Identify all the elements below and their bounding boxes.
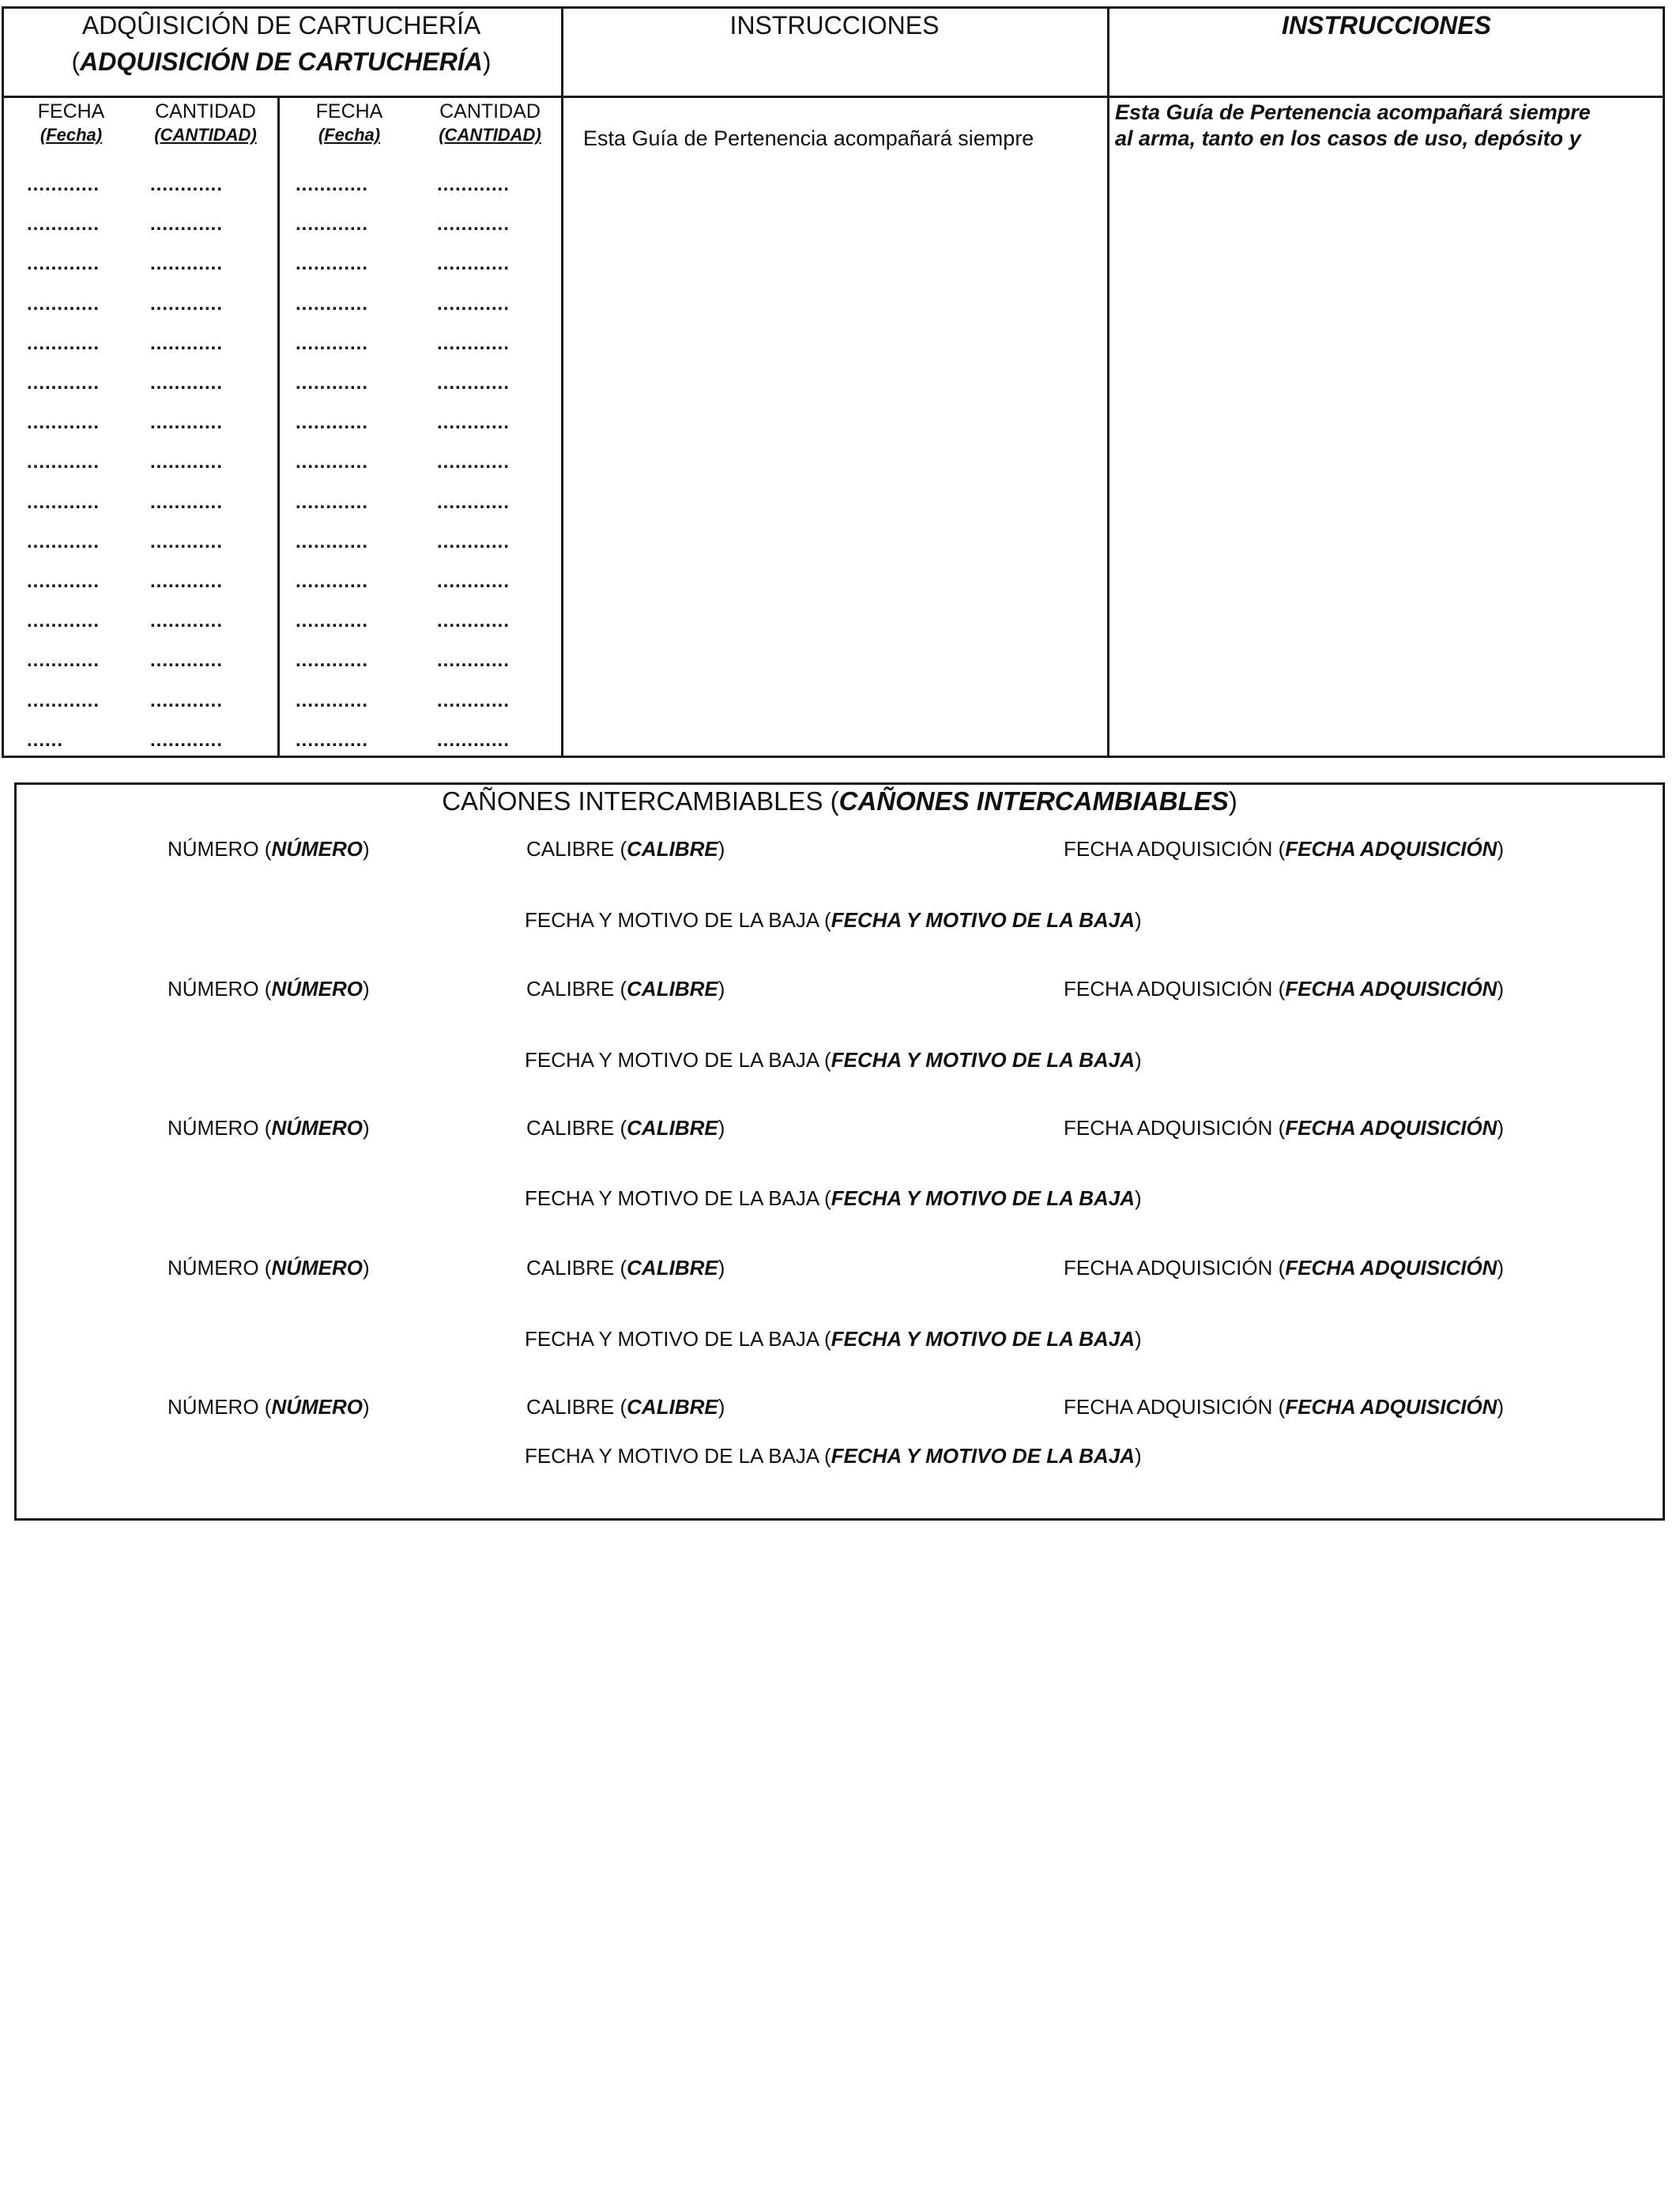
- dotted-entry-field: ............: [296, 412, 369, 434]
- dotted-entry-field: ............: [150, 491, 224, 513]
- calibre-field-label-close: ): [718, 977, 725, 1001]
- numero-field-label-italic: NÚMERO: [271, 1256, 363, 1280]
- dotted-entry-field: ............: [296, 650, 369, 672]
- dotted-entry-field: ............: [296, 689, 369, 711]
- dotted-entry-field: ............: [437, 729, 510, 751]
- fecha-adquisicion-field-label: FECHA ADQUISICIÓN (: [1064, 1116, 1286, 1140]
- fecha-adquisicion-field-label: FECHA ADQUISICIÓN (: [1064, 837, 1286, 861]
- numero-field-label-italic: NÚMERO: [271, 1116, 363, 1140]
- numero-field-label: NÚMERO (: [168, 1395, 272, 1419]
- fecha-adquisicion-field-label-close: ): [1497, 1395, 1505, 1419]
- calibre-field-label: CALIBRE (: [526, 1116, 627, 1140]
- dotted-entry-field: ............: [27, 650, 100, 672]
- numero-field-label-italic: NÚMERO: [271, 977, 363, 1001]
- col-header-fecha-1: [16, 100, 126, 147]
- fecha-motivo-baja-field-label-italic: FECHA Y MOTIVO DE LA BAJA: [831, 1327, 1135, 1351]
- dotted-entry-field: ............: [150, 332, 224, 354]
- cartucheria-subtitle: [3, 46, 559, 77]
- calibre-field-label-italic: CALIBRE: [627, 837, 718, 861]
- dotted-entry-field: ............: [150, 412, 224, 434]
- numero-field: [168, 1255, 370, 1280]
- fecha-adquisicion-field: [1064, 1394, 1504, 1419]
- instrucciones-italic-line-2: al arma, tanto en los casos de uso, depósito y: [1115, 126, 1581, 150]
- canones-title-plain: CAÑONES INTERCAMBIABLES (: [442, 786, 839, 816]
- fecha-motivo-baja-field-label: FECHA Y MOTIVO DE LA BAJA (: [525, 1048, 831, 1072]
- fecha-motivo-baja-field-label-close: ): [1134, 1048, 1142, 1072]
- numero-field-label-close: ): [363, 1256, 370, 1280]
- fecha-adquisicion-field-label-close: ): [1497, 837, 1505, 861]
- dotted-entry-field: ............: [150, 530, 224, 552]
- dotted-entry-field: ......: [27, 729, 64, 751]
- dotted-entry-field: ............: [27, 412, 100, 434]
- fecha-adquisicion-field-label-close: ): [1497, 977, 1505, 1001]
- dotted-entry-field: ............: [437, 213, 510, 236]
- dotted-entry-field: ............: [437, 372, 510, 394]
- dotted-entry-field: ............: [27, 491, 100, 513]
- calibre-field-label-italic: CALIBRE: [627, 1256, 718, 1280]
- numero-field-label-italic: NÚMERO: [271, 837, 363, 861]
- instrucciones-italic-title: [1109, 9, 1663, 41]
- dotted-entry-field: ............: [437, 689, 510, 711]
- col-label: CANTIDAD: [439, 100, 541, 123]
- col-sub: (CANTIDAD): [154, 125, 257, 145]
- dotted-entry-field: ............: [27, 610, 100, 632]
- fecha-motivo-baja-field-label-close: ): [1134, 1444, 1142, 1468]
- dotted-entry-field: ............: [437, 610, 510, 632]
- numero-field-label: NÚMERO (: [168, 1116, 272, 1140]
- dotted-entry-field: ............: [27, 213, 100, 236]
- dotted-entry-field: ............: [296, 372, 369, 394]
- dotted-entry-field: ............: [150, 451, 224, 473]
- numero-field-label-close: ): [363, 1116, 370, 1140]
- fecha-adquisicion-field: [1064, 1115, 1504, 1140]
- numero-field: [168, 836, 370, 861]
- dotted-entry-field: ............: [437, 253, 510, 275]
- fecha-motivo-baja-field-label-italic: FECHA Y MOTIVO DE LA BAJA: [831, 1444, 1135, 1468]
- dotted-entry-field: ............: [27, 372, 100, 394]
- col-label: FECHA: [37, 100, 105, 123]
- col-header-cantidad-1: [142, 100, 269, 147]
- divider-col-pairs: [277, 96, 280, 758]
- col-sub: (CANTIDAD): [439, 125, 541, 145]
- dotted-entry-field: ............: [150, 729, 224, 751]
- numero-field: [168, 1115, 370, 1140]
- dotted-entry-field: ............: [437, 491, 510, 513]
- dotted-entry-field: ............: [296, 174, 369, 195]
- dotted-entry-field: ............: [150, 292, 224, 315]
- cartucheria-subtitle-italic: ADQUISICIÓN DE CARTUCHERÍA: [80, 47, 483, 76]
- fecha-motivo-baja-field-label-close: ): [1134, 1186, 1142, 1210]
- dotted-entry-field: ............: [27, 689, 100, 711]
- calibre-field-label-close: ): [718, 1116, 725, 1140]
- numero-field-label-italic: NÚMERO: [271, 1395, 363, 1419]
- fecha-motivo-baja-field: [525, 1326, 1142, 1351]
- divider-instr-instr: [1107, 6, 1109, 758]
- fecha-motivo-baja-field: [525, 1443, 1142, 1468]
- calibre-field-label-close: ): [718, 837, 725, 861]
- cartucheria-title-text: ADQÛISICIÓN DE CARTUCHERÍA: [81, 11, 481, 40]
- fecha-adquisicion-field-label: FECHA ADQUISICIÓN (: [1064, 1395, 1286, 1419]
- calibre-field: [526, 836, 725, 861]
- dotted-entry-field: ............: [296, 451, 369, 473]
- numero-field-label-close: ): [363, 837, 370, 861]
- instrucciones-italic-line-1: Esta Guía de Pertenencia acompañará siempre: [1115, 100, 1591, 124]
- calibre-field-label-italic: CALIBRE: [627, 1116, 718, 1140]
- dotted-entry-field: ............: [150, 253, 224, 275]
- dotted-entry-field: ............: [150, 650, 224, 672]
- numero-field-label: NÚMERO (: [168, 1256, 272, 1280]
- col-header-fecha-2: [294, 100, 405, 147]
- fecha-motivo-baja-field: [525, 1047, 1142, 1072]
- calibre-field: [526, 976, 725, 1001]
- paren-open: (: [71, 47, 81, 76]
- fecha-motivo-baja-field: [525, 907, 1142, 933]
- col-sub: (Fecha): [40, 125, 103, 145]
- dotted-entry-field: ............: [296, 491, 369, 513]
- fecha-adquisicion-field-label-italic: FECHA ADQUISICIÓN: [1285, 1256, 1497, 1280]
- fecha-motivo-baja-field: [525, 1186, 1142, 1211]
- dotted-entry-field: ............: [437, 412, 510, 434]
- cartucheria-title: [3, 9, 559, 41]
- calibre-field-label-close: ): [718, 1256, 725, 1280]
- divider-cartucheria-instr: [561, 6, 563, 758]
- numero-field-label-close: ): [363, 977, 370, 1001]
- fecha-adquisicion-field: [1064, 836, 1504, 861]
- numero-field-label-close: ): [363, 1395, 370, 1419]
- dotted-entry-field: ............: [296, 292, 369, 315]
- paren-close: ): [482, 47, 492, 76]
- col-label: CANTIDAD: [155, 100, 256, 123]
- dotted-entry-field: ............: [27, 332, 100, 354]
- fecha-motivo-baja-field-label-italic: FECHA Y MOTIVO DE LA BAJA: [831, 1186, 1135, 1210]
- fecha-adquisicion-field-label-italic: FECHA ADQUISICIÓN: [1285, 977, 1497, 1001]
- instrucciones-title: [563, 9, 1106, 41]
- calibre-field-label-close: ): [718, 1395, 725, 1419]
- calibre-field: [526, 1115, 725, 1140]
- dotted-entry-field: ............: [296, 530, 369, 552]
- dotted-entry-field: ............: [27, 174, 100, 195]
- fecha-adquisicion-field-label-italic: FECHA ADQUISICIÓN: [1285, 837, 1497, 861]
- canones-title: [14, 786, 1665, 817]
- calibre-field: [526, 1255, 725, 1280]
- dotted-entry-field: ............: [150, 689, 224, 711]
- calibre-field-label: CALIBRE (: [526, 977, 627, 1001]
- fecha-motivo-baja-field-label: FECHA Y MOTIVO DE LA BAJA (: [525, 1444, 831, 1468]
- dotted-entry-field: ............: [150, 571, 224, 592]
- dotted-entry-field: ............: [150, 213, 224, 236]
- fecha-adquisicion-field-label: FECHA ADQUISICIÓN (: [1064, 977, 1286, 1001]
- instrucciones-title-text: INSTRUCCIONES: [729, 11, 940, 40]
- dotted-entry-field: ............: [437, 530, 510, 552]
- dotted-entry-field: ............: [27, 253, 100, 275]
- fecha-adquisicion-field-label: FECHA ADQUISICIÓN (: [1064, 1256, 1286, 1280]
- fecha-adquisicion-field: [1064, 976, 1504, 1001]
- fecha-motivo-baja-field-label-close: ): [1134, 1327, 1142, 1351]
- numero-field: [168, 976, 370, 1001]
- numero-field-label: NÚMERO (: [168, 837, 272, 861]
- col-label: FECHA: [315, 100, 383, 123]
- header-rule: [2, 96, 1665, 98]
- fecha-motivo-baja-field-label: FECHA Y MOTIVO DE LA BAJA (: [525, 1186, 831, 1210]
- col-sub: (Fecha): [318, 125, 381, 145]
- dotted-entry-field: ............: [150, 372, 224, 394]
- fecha-adquisicion-field-label-close: ): [1497, 1256, 1505, 1280]
- dotted-entry-field: ............: [27, 451, 100, 473]
- dotted-entry-field: ............: [296, 253, 369, 275]
- fecha-motivo-baja-field-label-close: ): [1134, 908, 1142, 932]
- numero-field-label: NÚMERO (: [168, 977, 272, 1001]
- dotted-entry-field: ............: [150, 610, 224, 632]
- dotted-entry-field: ............: [296, 610, 369, 632]
- col-header-cantidad-2: [427, 100, 553, 147]
- instrucciones-text: Esta Guía de Pertenencia acompañará siempre: [583, 126, 1034, 150]
- canones-title-close: ): [1228, 786, 1237, 816]
- fecha-motivo-baja-field-label-italic: FECHA Y MOTIVO DE LA BAJA: [831, 908, 1135, 932]
- calibre-field-label: CALIBRE (: [526, 837, 627, 861]
- dotted-entry-field: ............: [296, 332, 369, 354]
- numero-field: [168, 1394, 370, 1419]
- canones-title-italic: CAÑONES INTERCAMBIABLES: [838, 786, 1229, 816]
- dotted-entry-field: ............: [296, 213, 369, 236]
- dotted-entry-field: ............: [437, 174, 510, 195]
- fecha-adquisicion-field-label-close: ): [1497, 1116, 1505, 1140]
- dotted-entry-field: ............: [296, 571, 369, 592]
- dotted-entry-field: ............: [27, 530, 100, 552]
- fecha-adquisicion-field-label-italic: FECHA ADQUISICIÓN: [1285, 1116, 1497, 1140]
- instrucciones-italic-title-text: INSTRUCCIONES: [1282, 11, 1491, 40]
- dotted-entry-field: ............: [437, 332, 510, 354]
- dotted-entry-field: ............: [296, 729, 369, 751]
- fecha-motivo-baja-field-label: FECHA Y MOTIVO DE LA BAJA (: [525, 908, 831, 932]
- dotted-entry-field: ............: [27, 571, 100, 592]
- calibre-field-label: CALIBRE (: [526, 1256, 627, 1280]
- calibre-field: [526, 1394, 725, 1419]
- dotted-entry-field: ............: [437, 650, 510, 672]
- dotted-entry-field: ............: [437, 292, 510, 315]
- fecha-adquisicion-field: [1064, 1255, 1504, 1280]
- dotted-entry-field: ............: [150, 174, 224, 195]
- calibre-field-label: CALIBRE (: [526, 1395, 627, 1419]
- calibre-field-label-italic: CALIBRE: [627, 977, 718, 1001]
- fecha-motivo-baja-field-label-italic: FECHA Y MOTIVO DE LA BAJA: [831, 1048, 1135, 1072]
- dotted-entry-field: ............: [437, 451, 510, 473]
- calibre-field-label-italic: CALIBRE: [627, 1395, 718, 1419]
- fecha-motivo-baja-field-label: FECHA Y MOTIVO DE LA BAJA (: [525, 1327, 831, 1351]
- dotted-entry-field: ............: [27, 292, 100, 315]
- dotted-entry-field: ............: [437, 571, 510, 592]
- fecha-adquisicion-field-label-italic: FECHA ADQUISICIÓN: [1285, 1395, 1497, 1419]
